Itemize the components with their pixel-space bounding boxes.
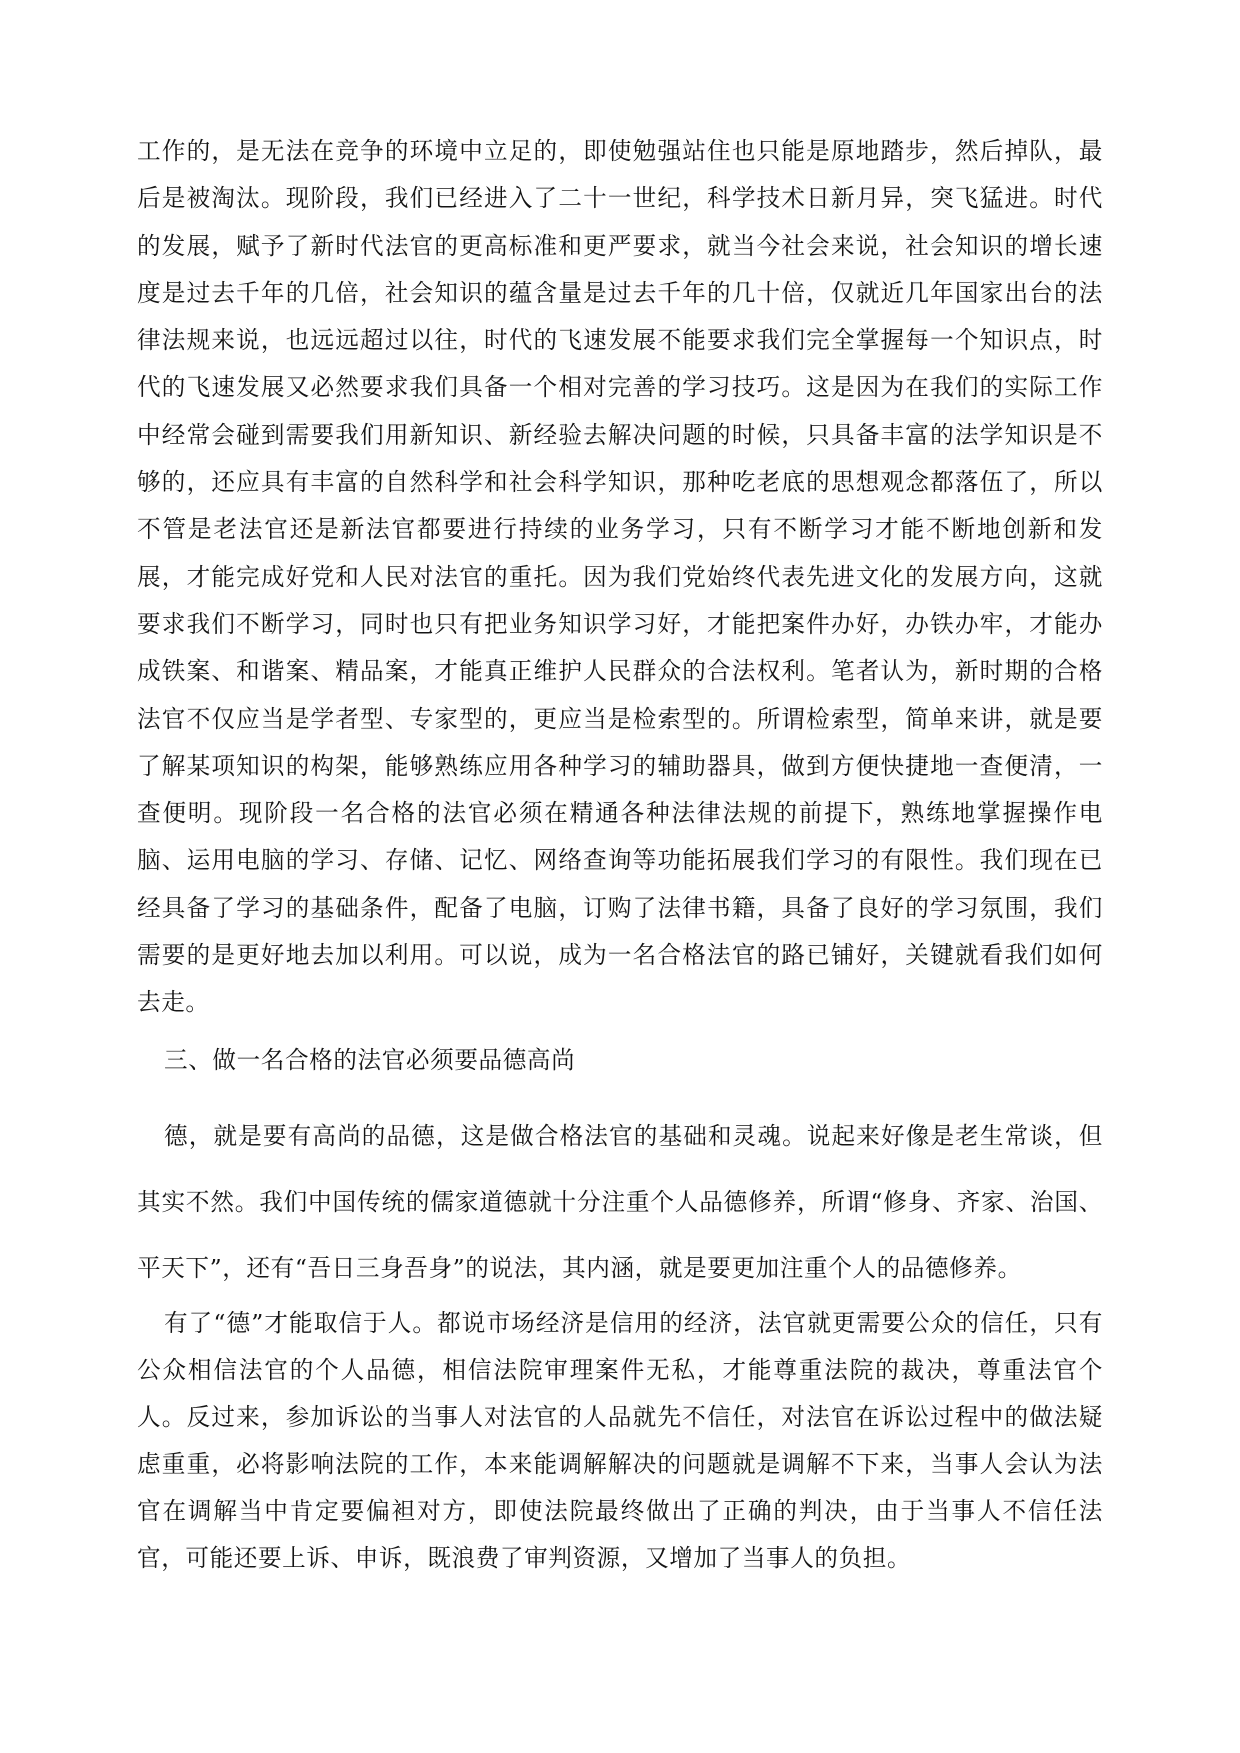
- body-paragraph-2: 德，就是要有高尚的品德，这是做合格法官的基础和灵魂。说起来好像是老生常谈，但其实不然。我们中国传统的儒家道德就十分注重个人品德修养，所谓“修身、齐家、治国、平天下”，还有“吾日三身吾身”的说法，其内涵，就是要更加注重个人的品德修养。: [137, 1122, 1103, 1282]
- section-heading: 三、做一名合格的法官必须要品德高尚: [164, 1046, 576, 1074]
- body-paragraph-1: 工作的，是无法在竞争的环境中立足的，即使勉强站住也只能是原地踏步，然后掉队，最后是被淘汰。现阶段，我们已经进入了二十一世纪，科学技术日新月异，突飞猛进。时代的发展，赋予了新时代法官的更高标准和更严要求，就当今社会来说，社会知识的增长速度是过去千年的几倍，社会知识的蕴含量是过去千年的几十倍，仅就近几年国家出台的法律法规来说，也远远超过以往，时代的飞速发展不能要求我们完全掌握每一个知识点，时代的飞速发展又必然要求我们具备一个相对完善的学习技巧。这是因为在我们的实际工作中经常会碰到需要我们用新知识、新经验去解决问题的时候，只具备丰富的法学知识是不够的，还应具有丰富的自然科学和社会科学知识，那种吃老底的思想观念都落伍了，所以不管是老法官还是新法官都要进行持续的业务学习，只有不断学习才能不断地创新和发展，才能完成好党和人民对法官的重托。因为我们党始终代表先进文化的发展方向，这就要求我们不断学习，同时也只有把业务知识学习好，才能把案件办好，办铁办牢，才能办成铁案、和谐案、精品案，才能真正维护人民群众的合法权利。笔者认为，新时期的合格法官不仅应当是学者型、专家型的，更应当是检索型的。所谓检索型，简单来讲，就是要了解某项知识的构架，能够熟练应用各种学习的辅助器具，做到方便快捷地一查便清，一查便明。现阶段一名合格的法官必须在精通各种法律法规的前提下，熟练地掌握操作电脑、运用电脑的学习、存储、记忆、网络查询等功能拓展我们学习的有限性。我们现在已经具备了学习的基础条件，配备了电脑，订购了法律书籍，具备了良好的学习氛围，我们需要的是更好地去加以利用。可以说，成为一名合格法官的路已铺好，关键就看我们如何去走。: [137, 137, 1103, 1017]
- body-paragraph-3: 有了“德”才能取信于人。都说市场经济是信用的经济，法官就更需要公众的信任，只有公众相信法官的个人品德，相信法院审理案件无私，才能尊重法院的裁决，尊重法官个人。反过来，参加诉讼的当事人对法官的人品就先不信任，对法官在诉讼过程中的做法疑虑重重，必将影响法院的工作，本来能调解解决的问题就是调解不下来，当事人会认为法官在调解当中肯定要偏袒对方，即使法院最终做出了正确的判决，由于当事人不信任法官，可能还要上诉、申诉，既浪费了审判资源，又增加了当事人的负担。: [137, 1309, 1103, 1572]
